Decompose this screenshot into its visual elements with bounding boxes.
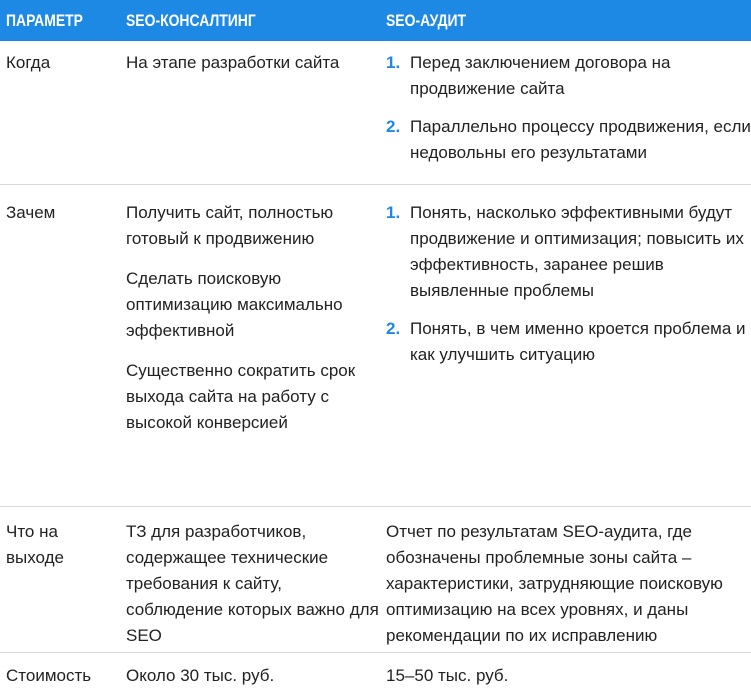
consulting-text: Сделать поисковую оптимизацию максимально эффективной <box>126 269 343 340</box>
audit-cell <box>381 663 751 697</box>
list-text: Параллельно процессу продвижения, если недовольны его результатами <box>410 117 751 162</box>
param-cell: Когда <box>6 53 51 72</box>
list-item <box>386 114 751 166</box>
header-cell-audit <box>381 11 751 31</box>
audit-text: Отчет по результатам SEO-аудита, где обозначены проблемные зоны сайта – характеристики, затрудняющие поисковую оптимизацию на всех уровнях, и даны рекомендации по их исправлению <box>386 522 723 645</box>
header-audit-label: SEO-АУДИТ <box>386 10 467 30</box>
consulting-text: Существенно сократить срок выхода сайта на работу с высокой конверсией <box>126 361 356 432</box>
audit-text: 15–50 тыс. руб. <box>386 666 509 685</box>
table-row <box>0 41 751 185</box>
audit-cell <box>381 519 751 652</box>
list-number: 2. <box>386 117 401 136</box>
param-cell: Стоимость <box>6 666 92 685</box>
list-item <box>386 316 751 368</box>
list-text: Перед заключением договора на продвижение сайта <box>410 53 671 98</box>
consulting-cell <box>120 663 381 697</box>
table-row <box>0 185 751 507</box>
table-header <box>0 0 751 41</box>
consulting-text: На этапе разработки сайта <box>126 53 340 72</box>
param-cell: Что на выходе <box>6 522 65 567</box>
list-number: 2. <box>386 319 401 338</box>
table-row <box>0 507 751 653</box>
audit-cell <box>381 200 751 506</box>
list-number: 1. <box>386 203 401 222</box>
list-text: Понять, в чем именно кроется проблема и как улучшить ситуацию <box>410 319 746 364</box>
header-param-label: ПАРАМЕТР <box>6 10 83 30</box>
list-item <box>386 50 751 102</box>
consulting-text: ТЗ для разработчиков, содержащее технические требования к сайту, соблюдение которых важно для SEO <box>126 522 379 645</box>
consulting-cell <box>120 200 381 506</box>
header-cell-consulting <box>120 11 381 31</box>
consulting-cell <box>120 50 381 184</box>
audit-list <box>386 200 751 368</box>
consulting-text: Получить сайт, полностью готовый к продвижению <box>126 203 334 248</box>
consulting-text: Около 30 тыс. руб. <box>126 666 275 685</box>
param-cell: Зачем <box>6 203 56 222</box>
list-text: Понять, насколько эффективными будут продвижение и оптимизация; повысить их эффективность, заранее решив выявленные проблемы <box>410 203 744 300</box>
audit-cell <box>381 50 751 184</box>
audit-list <box>386 50 751 166</box>
list-number: 1. <box>386 53 401 72</box>
header-consulting-label: SEO-КОНСАЛТИНГ <box>126 10 256 30</box>
list-item <box>386 200 751 304</box>
header-cell-param <box>0 11 120 31</box>
table-row <box>0 653 751 697</box>
consulting-cell <box>120 519 381 652</box>
